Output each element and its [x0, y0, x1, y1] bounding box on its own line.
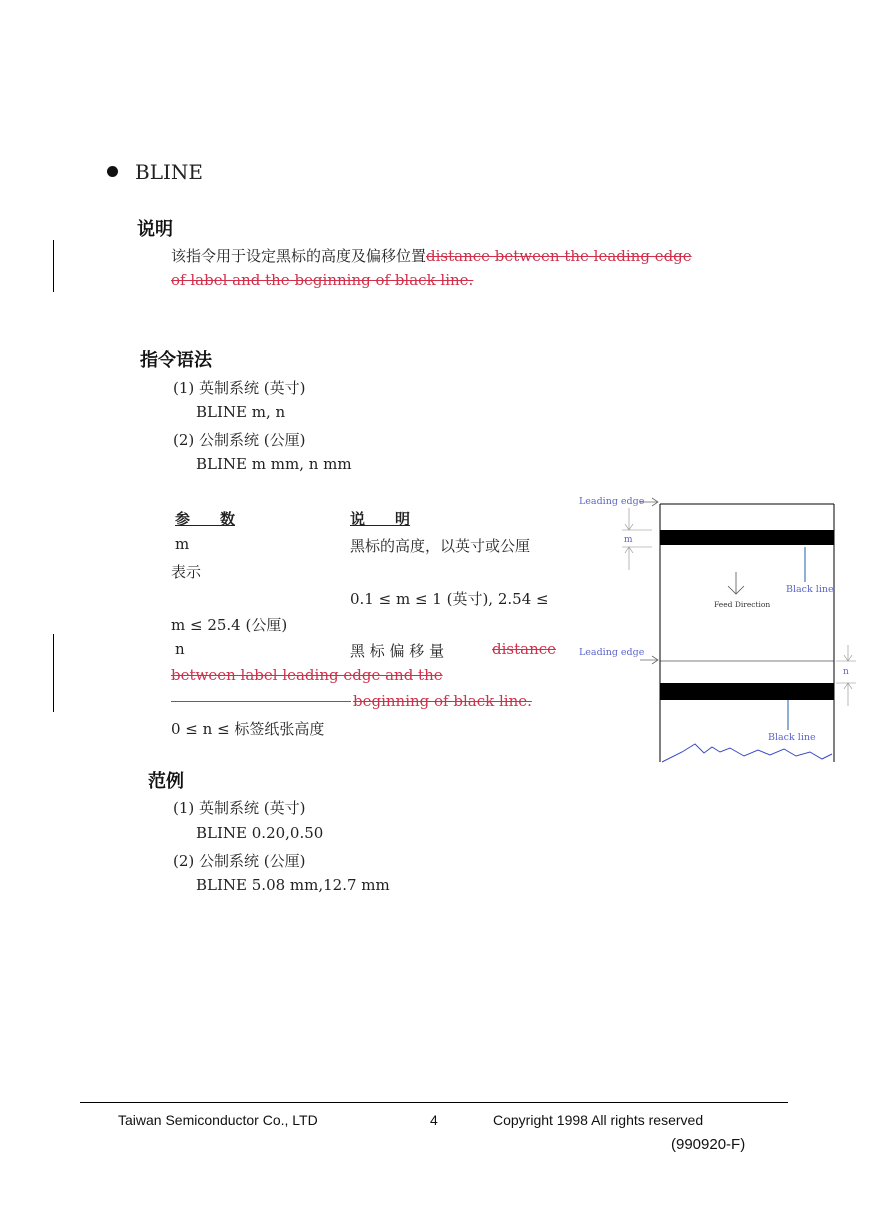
param-n-struck-3: beginning of black line. [353, 692, 532, 710]
description-struck-1: distance between the leading edge [426, 247, 692, 265]
example-heading: 范例 [148, 771, 184, 792]
param-n-struck-1: distance [492, 640, 557, 658]
footer-rule [80, 1102, 788, 1103]
footer-doc-code: (990920-F) [671, 1136, 746, 1153]
change-bar [53, 634, 54, 712]
param-m-range-2: m ≤ 25.4 (公厘) [171, 616, 288, 634]
example-item-1-command: BLINE 0.20,0.50 [196, 824, 324, 842]
param-m-range-1: 0.1 ≤ m ≤ 1 (英寸), 2.54 ≤ [350, 590, 549, 608]
description-struck-2: of label and the beginning of black line. [171, 271, 474, 289]
example-item-2-label: (2) 公制系统 (公厘) [173, 852, 306, 870]
param-n-struck-2: between label leading edge and the [171, 666, 443, 684]
leading-edge-label-mid: Leading edge [579, 647, 645, 658]
param-n-range: 0 ≤ n ≤ 标签纸张高度 [171, 720, 325, 738]
desc-col-header: 说 明 [350, 510, 411, 528]
n-label: n [843, 667, 849, 677]
footer-company: Taiwan Semiconductor Co., LTD [118, 1112, 318, 1128]
example-item-1-label: (1) 英制系统 (英寸) [173, 799, 306, 817]
feed-direction-label: Feed Direction [714, 600, 771, 609]
param-n-desc: 黑 标 偏 移 量 [350, 642, 445, 660]
black-line-label-bottom: Black line [768, 732, 816, 743]
description-line-1 [171, 245, 692, 266]
syntax-item-1-command: BLINE m, n [196, 403, 286, 421]
section-title: BLINE [135, 160, 203, 184]
param-m-desc-cont: 表示 [171, 563, 202, 581]
param-col-header: 参 数 [175, 510, 236, 528]
torn-edge [662, 744, 832, 762]
black-line-diagram [570, 490, 865, 770]
leading-edge-label-top: Leading edge [579, 496, 645, 507]
description-heading: 说明 [137, 219, 173, 240]
black-mark-bottom [660, 683, 834, 700]
syntax-item-2-command: BLINE m mm, n mm [196, 455, 352, 473]
footer-page-number: 4 [430, 1112, 438, 1128]
syntax-item-2-label: (2) 公制系统 (公厘) [173, 431, 306, 449]
param-m-desc: 黑标的高度，以英寸或公厘 [350, 537, 531, 555]
syntax-item-1-label: (1) 英制系统 (英寸) [173, 379, 306, 397]
bullet-icon [107, 166, 118, 177]
footer-copyright: Copyright 1998 All rights reserved [493, 1112, 704, 1128]
black-mark-top [660, 530, 834, 545]
syntax-heading: 指令语法 [140, 350, 212, 371]
param-m-name: m [175, 535, 190, 553]
change-bar [53, 240, 54, 292]
struck-rule [171, 701, 351, 702]
param-n-name: n [175, 640, 185, 658]
example-item-2-command: BLINE 5.08 mm,12.7 mm [196, 876, 390, 894]
m-label: m [624, 535, 633, 545]
description-text: 该指令用于设定黑标的高度及偏移位置 [171, 247, 427, 265]
black-line-label-top: Black line [786, 584, 834, 595]
